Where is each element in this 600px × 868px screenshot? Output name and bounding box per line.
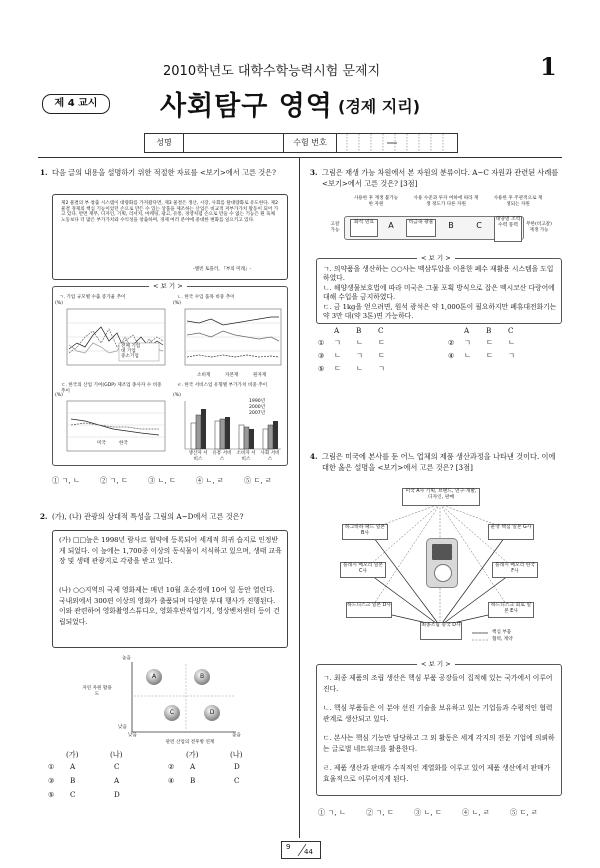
chart-g-legend-2: 대 기업 bbox=[121, 349, 136, 354]
q2-y-low: 낮음 bbox=[118, 725, 127, 730]
q3-top-label-2: 사용 수준과 투자 여하에 따라 재생 정도가 다른 자원 bbox=[413, 196, 479, 207]
chart-r-unit: (%) bbox=[173, 393, 181, 398]
column-divider bbox=[299, 158, 300, 838]
q1-passage-box bbox=[52, 194, 288, 280]
q2-ans2-ga: A bbox=[190, 762, 196, 771]
q2-ans3-ga: B bbox=[70, 776, 76, 785]
q3-bogi-label: < 보 기 > bbox=[417, 254, 455, 263]
q2-head-ga-2: (가) bbox=[186, 750, 199, 759]
q2-ans4-ga: B bbox=[190, 776, 196, 785]
q1-bogi-label: < 보 기 > bbox=[149, 282, 187, 291]
q2-ans1-ga: A bbox=[70, 762, 76, 771]
q3-ans2-a: ㄱ bbox=[464, 338, 471, 347]
q3-ans3-n[interactable]: ③ bbox=[318, 351, 325, 360]
number-grid bbox=[335, 134, 457, 152]
q3-ans4-a: ㄴ bbox=[464, 351, 471, 360]
chart-d bbox=[59, 399, 167, 459]
chart-r-legend-1: 1990년 bbox=[249, 399, 266, 404]
q2-x-high: 높음 bbox=[232, 733, 241, 738]
number-field[interactable] bbox=[335, 134, 457, 152]
q3-right-label: 무한(비고갈) 재생 가능 bbox=[526, 222, 552, 233]
q1-answer-2[interactable]: ② ㄱ, ㄷ bbox=[100, 476, 128, 485]
q3-head-a-2: A bbox=[464, 326, 470, 335]
q3-ans1-a: ㄱ bbox=[334, 338, 341, 347]
session-badge: 제 4 교시 bbox=[42, 94, 110, 114]
q3-ans3-b: ㄱ bbox=[356, 351, 363, 360]
q4-node-6: 하드디스크 회로 일본 E사 bbox=[488, 602, 534, 618]
q2-ans1-n[interactable]: ① bbox=[48, 762, 55, 771]
q4-answer-4[interactable]: ④ ㄴ, ㄹ bbox=[462, 808, 490, 817]
chart-d-legend-1: 미국 bbox=[97, 441, 106, 446]
subject-title: 사회탐구 영역 bbox=[160, 91, 333, 122]
q3-ans2-n[interactable]: ② bbox=[448, 338, 455, 347]
page-total: 44 bbox=[304, 848, 313, 856]
q4-item-2: ㄴ. 핵심 부품들은 이 분야 선진 기술을 보유하고 있는 기업들과 수평적인 협력 관계로 생산되고 있다. bbox=[323, 704, 553, 723]
q3-cell-6: 태양열 조력 수력 풍력 bbox=[494, 216, 522, 242]
q2-y-high: 높음 bbox=[122, 656, 131, 661]
chart-r-label: ㄹ. 한국 서비스업 유형별 부가가치 비중 추이 bbox=[177, 383, 268, 388]
q4-node-2: 운영 핵심 일본 G사 bbox=[488, 524, 534, 540]
chart-r-cat-4: 사회 서비스 bbox=[260, 451, 280, 462]
q3-stem: 그림은 재생 가능 차원에서 본 자원의 분류이다. A~C 자원과 관련된 사례를 <보기>에서 고른 것은? [3점] bbox=[322, 168, 559, 188]
q4-hq-node: 미국 A사 기획, 브랜드, 연구·개발, 디자인, 판매 bbox=[402, 488, 480, 506]
q3-ans1-c: ㄷ bbox=[378, 338, 385, 347]
q2-ans3-na: A bbox=[114, 776, 120, 785]
q3-ans4-n[interactable]: ④ bbox=[448, 351, 455, 360]
q2-point-c: C bbox=[169, 709, 175, 716]
chart-r-cat-2: 유통 서비스 bbox=[212, 451, 232, 462]
q1-bogi-box bbox=[52, 282, 288, 466]
q4-legend-contract: 협력, 계약 bbox=[492, 637, 513, 642]
q4-bogi-label: < 보 기 > bbox=[417, 660, 455, 669]
q4-number: 4. bbox=[310, 452, 318, 461]
q3-ans2-b: ㄷ bbox=[486, 338, 493, 347]
q2-ans2-na: D bbox=[234, 762, 240, 771]
q4-node-4: 플래시 메모리 한국 F사 bbox=[492, 562, 538, 578]
q4-item-1: ㄱ. 최종 제품의 조립 생산은 핵심 부품 공장들이 집적해 있는 국가에서 이루어진다. bbox=[323, 674, 553, 693]
q4-node-5: 하드디스크 일본 D사 bbox=[346, 602, 392, 618]
q3-cell-1: 화석 연료 bbox=[350, 219, 378, 237]
name-field[interactable] bbox=[183, 134, 283, 152]
q2-ans3-n[interactable]: ③ bbox=[48, 776, 55, 785]
q3-head-a-1: A bbox=[334, 326, 340, 335]
q2-head-na-1: (나) bbox=[110, 750, 123, 759]
q2-passage-ga: (가) □□늪은 1998년 람사르 협약에 등록되어 세계적 희귀 습지로 인정받게 되었다. 이 늪에는 1,700종 이상의 동식물이 서식하고 있으며, 생태 교육장 및 생태 관광지로 각광을 받고 있다. bbox=[59, 536, 282, 566]
q2-passage-box bbox=[52, 530, 288, 648]
q3-head-c-2: C bbox=[508, 326, 514, 335]
q2-y-label: 자연 자원 활용도 bbox=[82, 686, 112, 697]
q3-head-b-2: B bbox=[486, 326, 492, 335]
chart-r-legend-2: 2000년 bbox=[249, 405, 266, 410]
q4-item-4: ㄹ. 제품 생산과 판매가 수직적인 계열화를 이루고 있어 제품 생산에서 판매가 효율적으로 이루어지게 된다. bbox=[323, 764, 551, 783]
q2-quadrant bbox=[130, 660, 240, 734]
q2-ans4-n[interactable]: ④ bbox=[168, 776, 175, 785]
chart-n-legend-1: 소비재 bbox=[197, 373, 211, 378]
q2-number: 2. bbox=[40, 512, 48, 521]
q3-top-label-1: 사용한 후 재생 불가능한 자원 bbox=[353, 196, 399, 207]
q1-stem: 다음 글의 내용을 설명하기 위한 적절한 자료를 <보기>에서 고른 것은? bbox=[52, 168, 276, 177]
q3-ans4-b: ㄷ bbox=[486, 351, 493, 360]
q3-cell-c: C bbox=[476, 221, 482, 230]
media-player-screen-icon bbox=[432, 544, 452, 560]
chart-r-legend-3: 2007년 bbox=[249, 411, 266, 416]
q3-bogi-box bbox=[316, 254, 562, 324]
subject-subtitle: (경제 지리) bbox=[338, 97, 421, 116]
q4-stem: 그림은 미국에 본사를 둔 어느 업체의 제품 생산과정을 나타낸 것이다. 이에 대한 옳은 설명을 <보기>에서 고른 것은? [3점] bbox=[322, 452, 556, 472]
q1-number: 1. bbox=[40, 168, 48, 177]
header-rule bbox=[38, 157, 562, 158]
q3-ans5-b: ㄴ bbox=[356, 364, 363, 373]
chart-n-unit: (%) bbox=[173, 301, 181, 306]
name-label: 성명 bbox=[145, 134, 184, 152]
q3-ans1-b: ㄴ bbox=[356, 338, 363, 347]
chart-g-unit: (%) bbox=[55, 301, 63, 306]
q3-left-label: 고갈 가능 bbox=[330, 222, 340, 233]
q3-ans3-a: ㄴ bbox=[334, 351, 341, 360]
number-label: 수험 번호 bbox=[283, 134, 337, 152]
chart-n-legend-2: 자본재 bbox=[225, 373, 239, 378]
q4-node-3: 플래시 메모리 일본 C사 bbox=[340, 562, 386, 578]
q3-ans1-n[interactable]: ① bbox=[318, 338, 325, 347]
q4-answer-5[interactable]: ⑤ ㄷ, ㄹ bbox=[510, 808, 538, 817]
q3-head-b-1: B bbox=[356, 326, 362, 335]
q3-cell-b: B bbox=[448, 221, 454, 230]
chart-g-legend-1: 전체 기업 bbox=[121, 344, 141, 349]
media-player-wheel-icon bbox=[434, 564, 452, 582]
q2-x-label: 관련 산업의 전후방 연계 bbox=[165, 740, 215, 745]
chart-r-cat-1: 생산자 서비스 bbox=[188, 451, 208, 462]
candidate-info-box bbox=[144, 133, 458, 153]
q3-ans3-c: ㄷ bbox=[378, 351, 385, 360]
q2-x-low: 낮음 bbox=[128, 733, 137, 738]
q4-answer-2[interactable]: ② ㄱ, ㄷ bbox=[366, 808, 394, 817]
q4-legend-parts: 핵심 부품 bbox=[492, 630, 512, 635]
chart-d-legend-2: 한국 bbox=[119, 441, 128, 446]
chart-g-label: ㄱ. 기업 규모별 수출 증가율 추이 bbox=[59, 295, 126, 300]
q2-point-d: D bbox=[209, 709, 215, 716]
q2-ans4-na: C bbox=[234, 776, 240, 785]
q1-answer-3[interactable]: ③ ㄴ, ㄷ bbox=[148, 476, 176, 485]
q4-assembly-node: 최종조립 중국 D사 bbox=[420, 622, 462, 640]
q3-ans5-a: ㄷ bbox=[334, 364, 341, 373]
q2-ans5-ga: C bbox=[70, 790, 76, 799]
q1-answer-5[interactable]: ⑤ ㄷ, ㄹ bbox=[244, 476, 272, 485]
q4-answer-1[interactable]: ① ㄱ, ㄴ bbox=[318, 808, 346, 817]
q2-ans2-n[interactable]: ② bbox=[168, 762, 175, 771]
q3-head-c-1: C bbox=[378, 326, 384, 335]
chart-n bbox=[177, 307, 283, 373]
q2-stem: (가), (나) 관광의 상대적 특성을 그림의 A~D에서 고른 것은? bbox=[52, 512, 244, 521]
q3-item-2: ㄴ. 해양생물보호법에 따라 미국은 그물 포획 방식으로 잡은 멕시코산 다랑어에 대해 수입을 금지하였다. bbox=[323, 284, 555, 302]
q2-ans1-na: C bbox=[114, 762, 120, 771]
q3-number: 3. bbox=[310, 168, 318, 177]
q3-top-label-3: 사용한 후 주관적으로 재생되는 자원 bbox=[493, 196, 543, 207]
media-player-icon bbox=[426, 538, 458, 588]
q1-passage: 제2 물결의 부 창출 시스템이 대량화를 가져왔다면, 제3 물결은 생산, 시장, 사회를 탈대량화로 유도한다. 제2 물결 경제의 핵심 기능이었던 손으로 만든 수 있는 상품을 제조하는 산업은 비교적 저부가가치 활동이 되어 가고 있다. 반면 재무, 디자인, 기획, 리서치, 마케팅, 광고, 유통, 경영처럼 손으로 만들 수 없는 기능은 뭔 육체 노동보다 더 많은 부가가치와 수익성을 창출하며, 경제 여러 분야에 중대한 변화를 일으키고 있다. bbox=[61, 201, 279, 223]
chart-n-legend-3: 원자재 bbox=[253, 373, 267, 378]
q4-legend-lines bbox=[470, 630, 490, 644]
chart-g bbox=[59, 307, 167, 373]
q3-item-3: ㄷ. 금 1kg을 얻으려면, 원석 광석은 약 1,000톤이 필요하지만 폐휴대전화기는 약 3만 대(약 3톤)면 가능하다. bbox=[323, 303, 557, 321]
q1-answer-4[interactable]: ④ ㄴ, ㄹ bbox=[196, 476, 224, 485]
q2-ans5-na: D bbox=[114, 790, 120, 799]
exam-title: 2010학년도 대학수학능력시험 문제지 bbox=[163, 64, 381, 79]
chart-g-legend-3: 중소기업 bbox=[121, 354, 139, 359]
q1-answer-1[interactable]: ① ㄱ, ㄴ bbox=[52, 476, 80, 485]
chart-d-label: ㄷ. 한국의 산업 기여(GDP) 제조업 종사자 수 비중 추이 bbox=[61, 383, 162, 394]
q2-head-ga-1: (가) bbox=[66, 750, 79, 759]
q2-passage-na: (나) ○○지역의 국제 영화제는 매년 10월 초순경에 10여 일 동안 열린다. 국내외에서 300편 이상의 영화가 출품되며 다양한 부대 행사가 진행된다. 이와 관련하여 영화촬영스튜디오, 영화후반작업기지, 영상벤처센터 등이 건립되었다. bbox=[59, 586, 280, 626]
page-number-big: 1 bbox=[540, 52, 557, 81]
q4-node-1: 하그바하 패드 일본 B사 bbox=[342, 524, 388, 540]
q2-ans5-n[interactable]: ⑤ bbox=[48, 790, 55, 799]
q3-ans5-n[interactable]: ⑤ bbox=[318, 364, 325, 373]
q4-bogi-box bbox=[316, 660, 562, 796]
chart-r-cat-3: 소비자 서비스 bbox=[236, 451, 256, 462]
q3-ans5-c: ㄱ bbox=[378, 364, 385, 373]
chart-d-unit: (%) bbox=[55, 393, 63, 398]
chart-n-label: ㄴ. 한국 수입 품목 비중 추이 bbox=[177, 295, 235, 300]
q3-ans2-c: ㄴ bbox=[508, 338, 515, 347]
q1-source: -엘빈 토플러, 『부의 미래』- bbox=[193, 267, 252, 272]
page-current: 9 bbox=[286, 843, 291, 851]
page-indicator bbox=[281, 841, 321, 859]
q4-answer-3[interactable]: ③ ㄴ, ㄷ bbox=[414, 808, 442, 817]
q3-ans4-c: ㄱ bbox=[508, 351, 515, 360]
q2-head-na-2: (나) bbox=[230, 750, 243, 759]
q2-point-b: B bbox=[199, 673, 205, 680]
q3-cell-3: 비금속 광물 bbox=[406, 219, 436, 237]
q2-point-a: A bbox=[151, 673, 157, 680]
q3-item-1: ㄱ. 의약품을 생산하는 ○○사는 멕삼투압을 이용한 폐수 재활용 시스템을 도입하였다. bbox=[323, 265, 554, 283]
q4-item-3: ㄷ. 본사는 핵심 기능만 담당하고 그 외 활동은 세계 각지의 전문 기업에 의뢰하는 글로벌 네트워크를 활용한다. bbox=[323, 734, 555, 753]
q3-cell-a: A bbox=[388, 221, 394, 230]
